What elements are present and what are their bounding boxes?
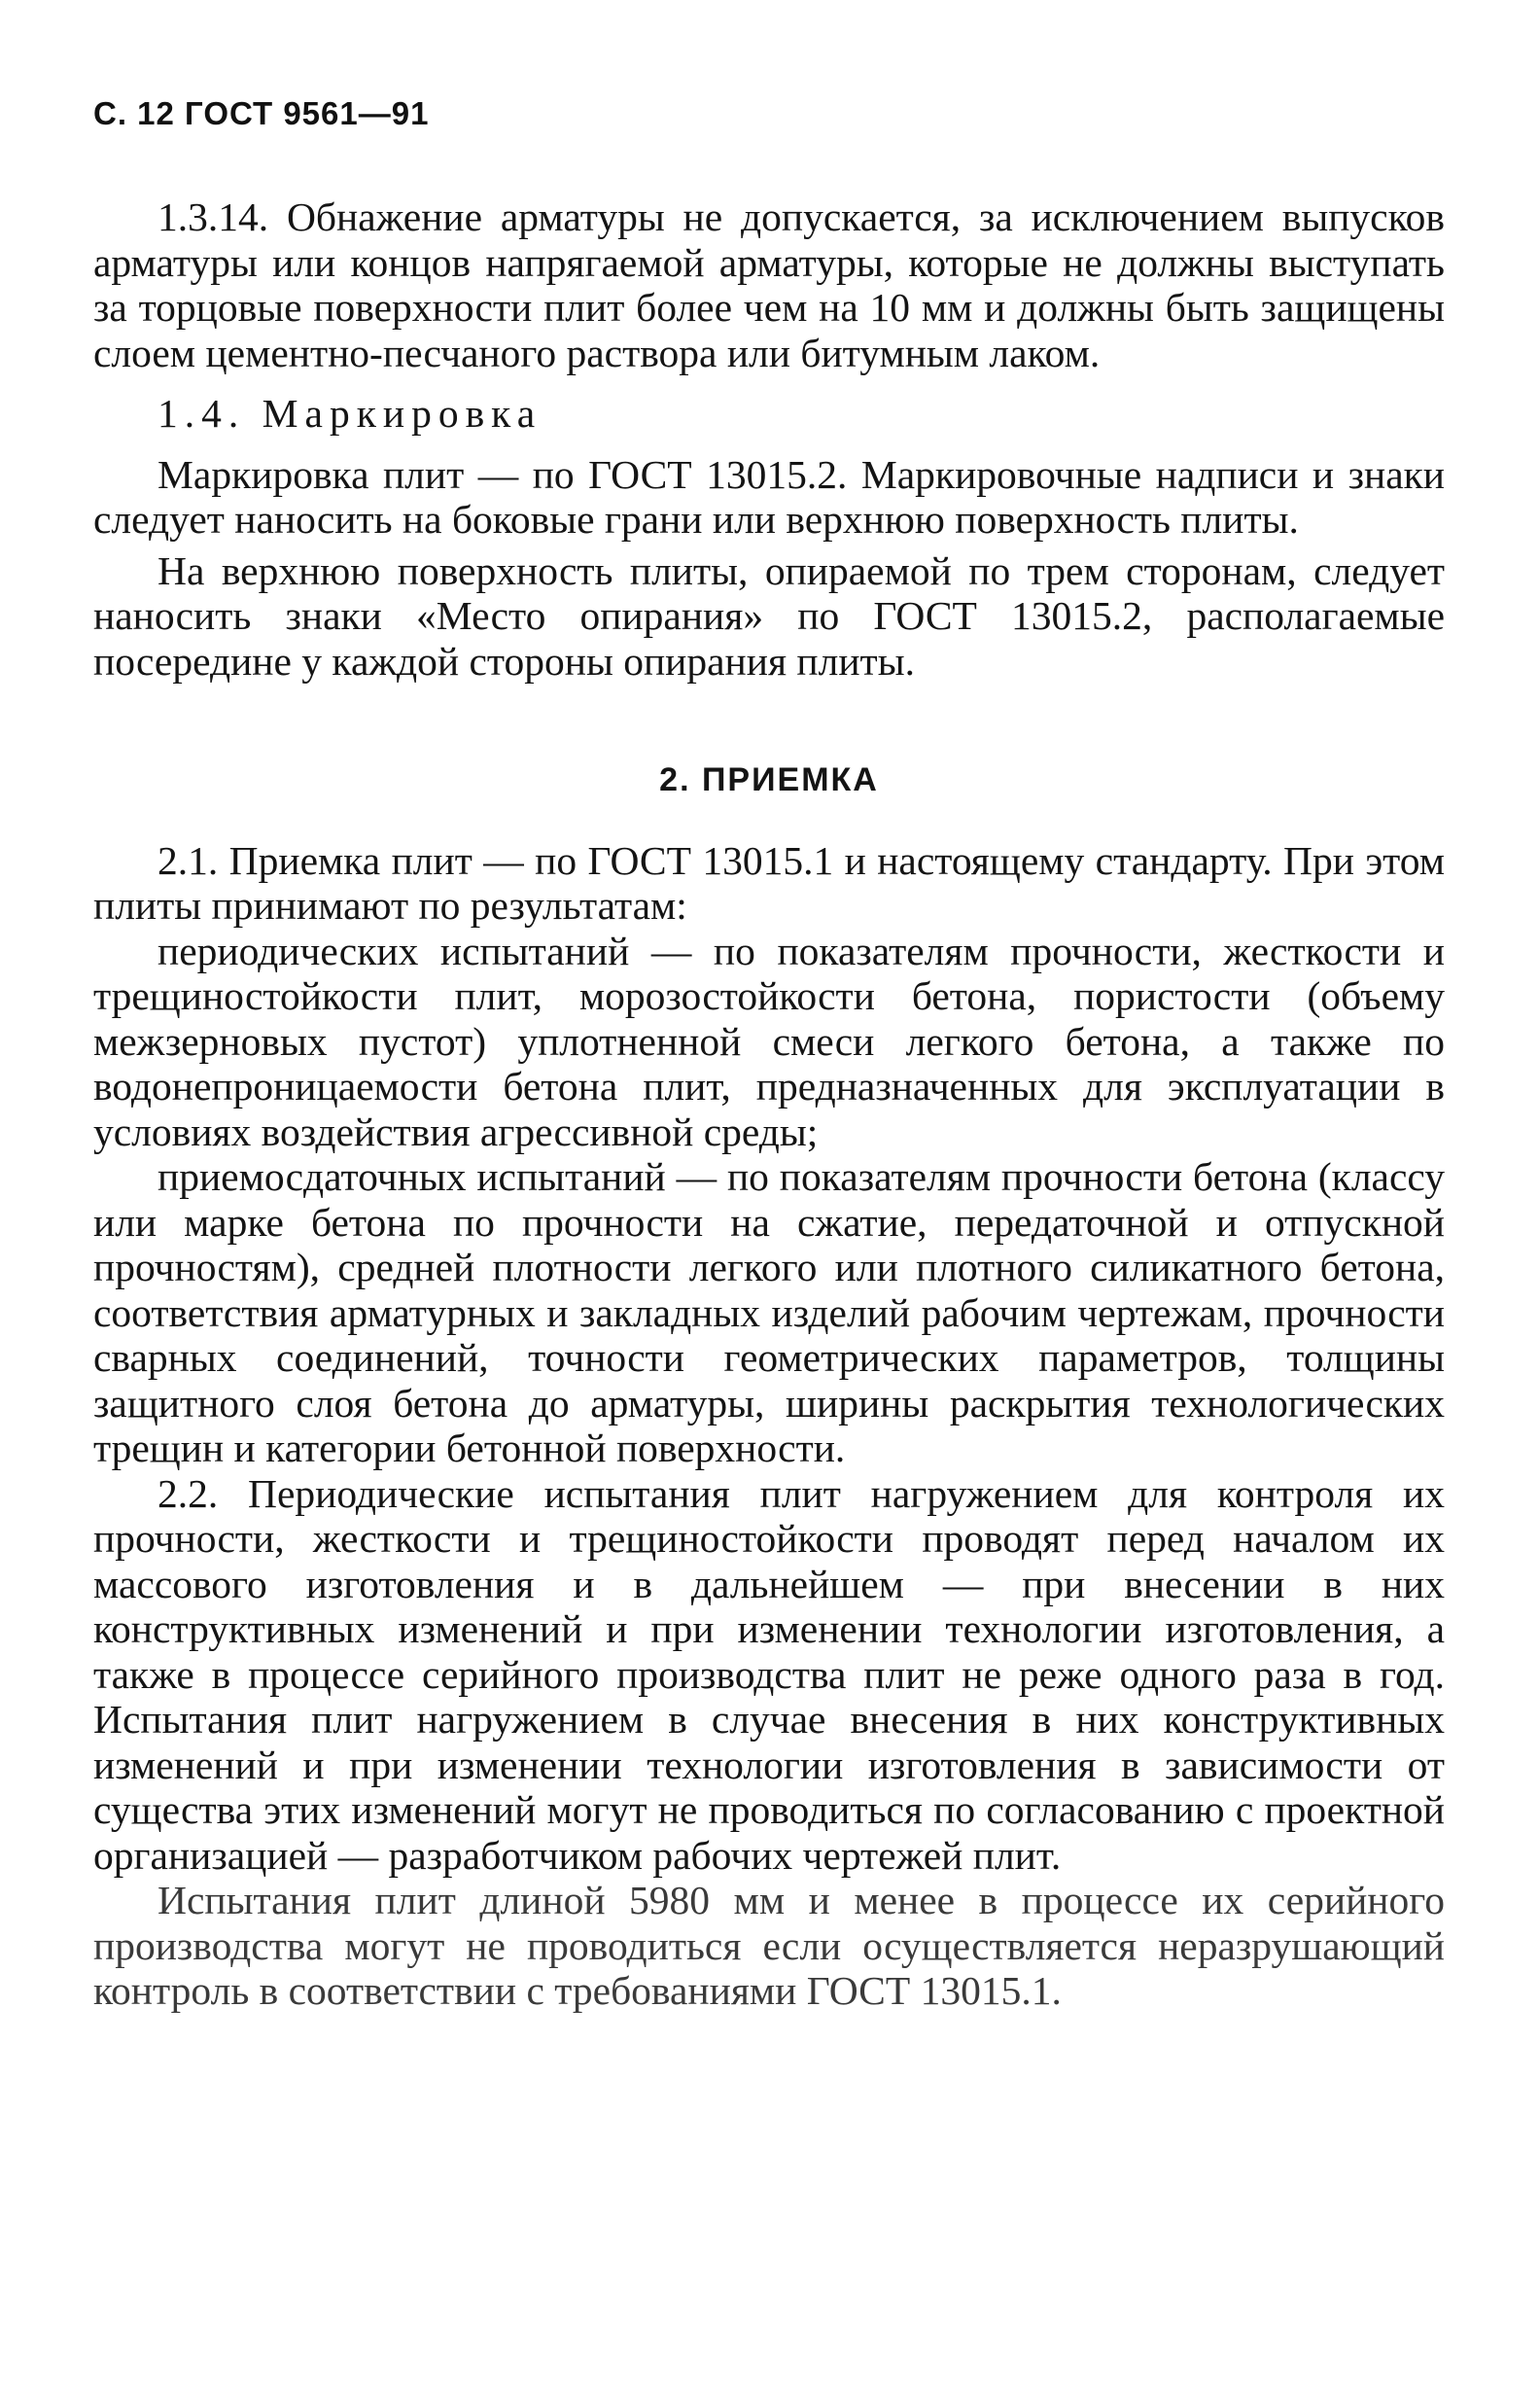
document-body	[93, 194, 1445, 2014]
paragraph-2-1-acceptance: приемосдаточных испытаний — по показателям прочности бетона (классу или марке бетона по прочности на сжатие, передаточной и отпускной прочностям), средней плотности легкого или плотного силикатного бетона, соответствия арматурных и закладных изделий рабочим чертежам, прочности сварных соединений, точности геометрических параметров, толщины защитного слоя бетона до арматуры, ширины раскрытия технологических трещин и категории бетонной поверхности.	[93, 1154, 1445, 1470]
marking-heading: 1.4. Маркировка	[158, 391, 542, 436]
paragraph-2-2-extra: Испытания плит длиной 5980 мм и менее в процессе их серийного производства могут не проводиться если осуществляется неразрушающий контроль в соответствии с требованиями ГОСТ 13015.1.	[93, 1878, 1445, 2013]
paragraph-2-1: 2.1. Приемка плит — по ГОСТ 13015.1 и настоящему стандарту. При этом плиты принимают по результатам:	[93, 837, 1445, 928]
section-2-title: 2. ПРИЕМКА	[659, 761, 879, 798]
paragraph-marking-2: На верхнюю поверхность плиты, опираемой по трем сторонам, следует наносить знаки «Место опирания» по ГОСТ 13015.2, располагаемые посередине у каждой стороны опирания плиты.	[93, 547, 1445, 684]
paragraph-marking-1: Маркировка плит — по ГОСТ 13015.2. Маркировочные надписи и знаки следует наносить на боковые грани или верхнюю поверхность плиты.	[93, 451, 1445, 542]
page-header: С. 12 ГОСТ 9561—91	[93, 95, 430, 131]
paragraph-2-1-periodic: периодических испытаний — по показателям прочности, жесткости и трещиностойкости плит, морозостойкости бетона, пористости (объему межзерновых пустот) уплотненной смеси легкого бетона, а также по водонепроницаемости бетона плит, предназначенных для эксплуатации в условиях воздействия агрессивной среды;	[93, 928, 1445, 1154]
paragraph-2-2: 2.2. Периодические испытания плит нагружением для контроля их прочности, жесткости и трещиностойкости проводят перед началом их массового изготовления и в дальнейшем — при внесении в них конструктивных изменений и при изменении технологии изготовления, а также в процессе серийного производства плит не реже одного раза в год. Испытания плит нагружением в случае внесения в них конструктивных изменений и при изменении технологии изготовления в зависимости от существа этих изменений могут не проводиться по согласованию с проектной организацией — разработчиком рабочих чертежей плит.	[93, 1470, 1445, 1878]
paragraph-1-3-14: 1.3.14. Обнажение арматуры не допускается, за исключением выпусков арматуры или концов напрягаемой арматуры, которые не должны выступать за торцовые поверхности плит более чем на 10 мм и должны быть защищены слоем цементно-песчаного раствора или битумным лаком.	[93, 194, 1445, 375]
